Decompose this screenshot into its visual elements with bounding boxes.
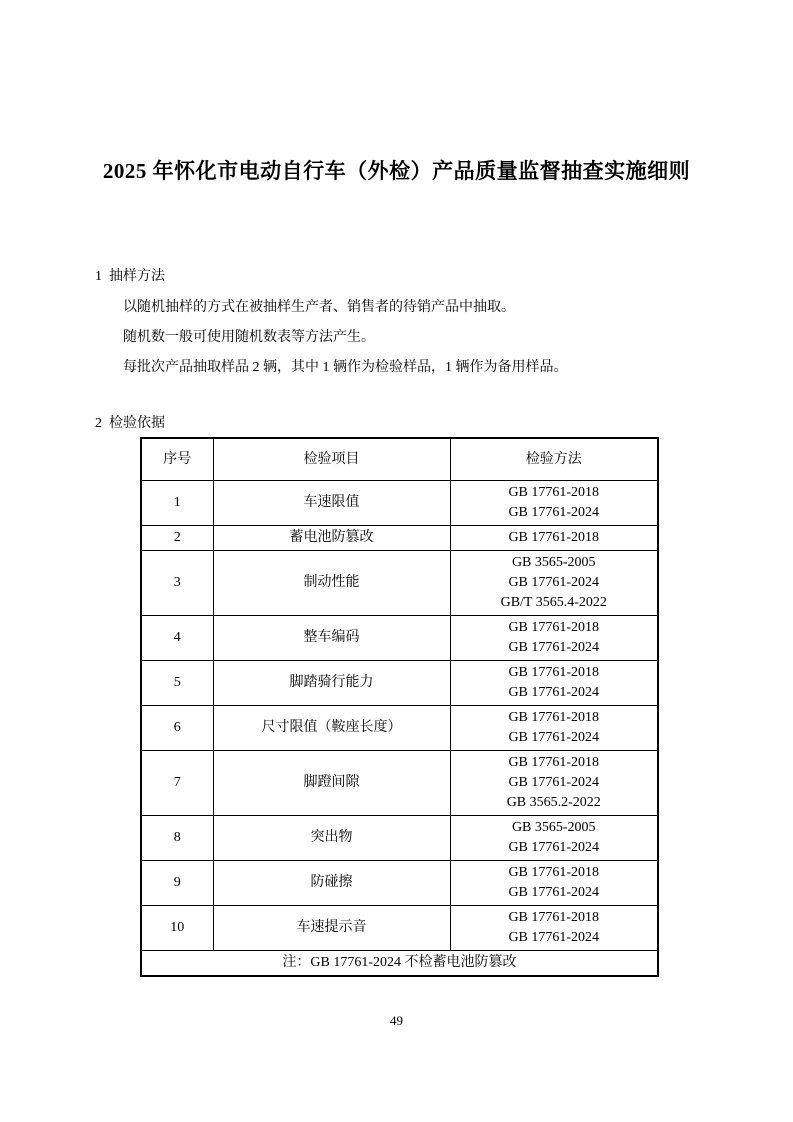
method-line: GB 17761-2024	[508, 885, 600, 900]
table-row	[141, 616, 658, 661]
sampling-paragraph-2: 随机数一般可使用随机数表等方法产生。	[123, 330, 375, 345]
table-row	[141, 706, 658, 751]
method-line: GB 17761-2018	[508, 485, 600, 500]
serial-number-cell: 10	[141, 906, 213, 951]
method-line: GB 3565.2-2022	[506, 795, 601, 810]
inspection-method-cell	[450, 526, 658, 551]
method-line: GB 17761-2018	[508, 865, 600, 880]
inspection-method-cell	[450, 816, 658, 861]
inspection-method-cell	[450, 661, 658, 706]
serial-number-cell: 4	[141, 616, 213, 661]
inspection-method-cell	[450, 706, 658, 751]
inspection-method-cell	[450, 906, 658, 951]
method-line: GB 17761-2024	[508, 685, 600, 700]
method-line: GB 17761-2018	[508, 665, 600, 680]
method-line: GB 3565-2005	[511, 820, 596, 835]
serial-number-cell: 1	[141, 481, 213, 526]
page-title: 2025 年怀化市电动自行车（外检）产品质量监督抽查实施细则	[102, 159, 691, 183]
inspection-item-cell: 防碰擦	[213, 861, 450, 906]
serial-number-cell: 8	[141, 816, 213, 861]
inspection-method-cell	[450, 861, 658, 906]
method-line: GB 17761-2024	[508, 575, 600, 590]
section-2-heading: 2 检验依据	[95, 416, 165, 431]
table-row	[141, 661, 658, 706]
method-line: GB/T 3565.4-2022	[500, 595, 607, 610]
table-row	[141, 861, 658, 906]
table-note-cell: 注：GB 17761-2024 不检蓄电池防篡改	[141, 951, 658, 977]
inspection-method-cell	[450, 551, 658, 616]
table-header-row	[141, 438, 658, 481]
inspection-item-cell: 脚蹬间隙	[213, 751, 450, 816]
inspection-table-body	[141, 481, 658, 977]
inspection-method-cell	[450, 751, 658, 816]
method-line: GB 3565-2005	[511, 555, 596, 570]
serial-number-cell: 6	[141, 706, 213, 751]
sampling-paragraph-3: 每批次产品抽取样品 2 辆，其中 1 辆作为检验样品，1 辆作为备用样品。	[123, 360, 568, 375]
serial-number-cell: 2	[141, 526, 213, 551]
header-inspection-method: 检验方法	[450, 438, 658, 481]
section-1-heading: 1 抽样方法	[95, 269, 165, 284]
method-line: GB 17761-2024	[508, 505, 600, 520]
header-inspection-item: 检验项目	[213, 438, 450, 481]
method-line: GB 17761-2024	[508, 640, 600, 655]
serial-number-cell: 9	[141, 861, 213, 906]
header-serial-number: 序号	[141, 438, 213, 481]
inspection-item-cell: 车速限值	[213, 481, 450, 526]
inspection-item-cell: 尺寸限值（鞍座长度）	[213, 706, 450, 751]
table-row	[141, 526, 658, 551]
inspection-item-cell: 整车编码	[213, 616, 450, 661]
page-number: 49	[390, 1013, 403, 1028]
inspection-basis-table	[140, 437, 659, 977]
inspection-method-cell	[450, 481, 658, 526]
method-line: GB 17761-2018	[508, 620, 600, 635]
table-note-row	[141, 951, 658, 977]
method-line: GB 17761-2018	[508, 710, 600, 725]
table-row	[141, 751, 658, 816]
table-row	[141, 906, 658, 951]
table-row	[141, 551, 658, 616]
method-line: GB 17761-2024	[508, 775, 600, 790]
serial-number-cell: 7	[141, 751, 213, 816]
inspection-item-cell: 蓄电池防篡改	[213, 526, 450, 551]
method-line: GB 17761-2018	[508, 755, 600, 770]
table-row	[141, 816, 658, 861]
table-row	[141, 481, 658, 526]
inspection-item-cell: 制动性能	[213, 551, 450, 616]
inspection-item-cell: 脚踏骑行能力	[213, 661, 450, 706]
method-line: GB 17761-2024	[508, 930, 600, 945]
serial-number-cell: 5	[141, 661, 213, 706]
serial-number-cell: 3	[141, 551, 213, 616]
inspection-item-cell: 突出物	[213, 816, 450, 861]
method-line: GB 17761-2018	[508, 530, 600, 545]
method-line: GB 17761-2024	[508, 730, 600, 745]
inspection-method-cell	[450, 616, 658, 661]
inspection-item-cell: 车速提示音	[213, 906, 450, 951]
method-line: GB 17761-2024	[508, 840, 600, 855]
sampling-paragraph-1: 以随机抽样的方式在被抽样生产者、销售者的待销产品中抽取。	[123, 300, 515, 315]
method-line: GB 17761-2018	[508, 910, 600, 925]
